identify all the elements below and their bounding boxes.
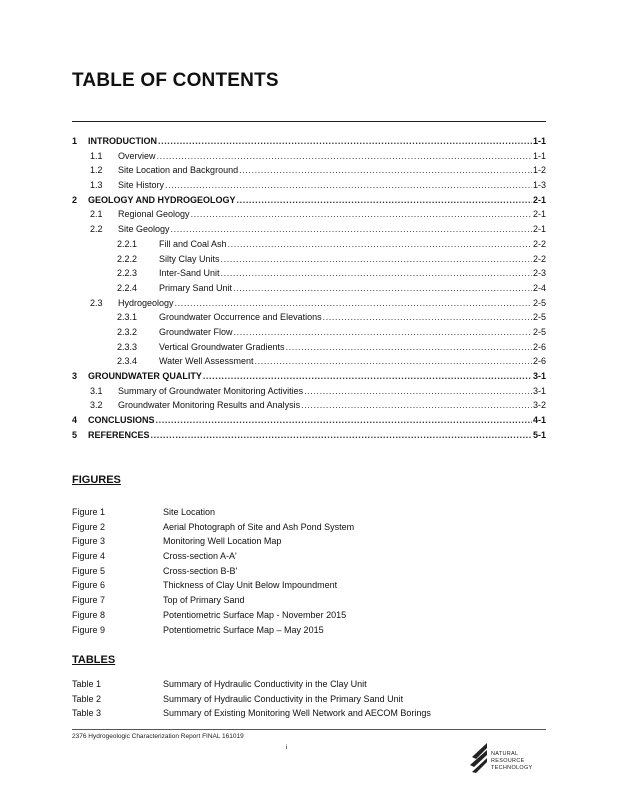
page-title: TABLE OF CONTENTS [72,70,279,91]
toc-entry[interactable] [72,151,546,166]
toc-entry-number: 2.3.4 [117,356,138,367]
toc-entry-label: INTRODUCTION [88,136,157,146]
toc-list [72,136,546,444]
toc-entry-page: 1-2 [532,165,546,176]
tables-list [72,679,431,723]
toc-leader-dots [157,151,532,161]
figure-entry-number: Figure 3 [72,536,106,547]
toc-leader-dots [191,209,532,219]
toc-leader-dots [301,400,532,410]
toc-entry-label: Vertical Groundwater Gradients [159,341,285,352]
figures-heading: FIGURES [72,474,121,486]
toc-entry-page: 2-1 [532,209,546,220]
toc-entry-label: Inter-Sand Unit [159,268,220,279]
toc-entry-page: 2-1 [532,224,546,235]
toc-entry-number: 4 [72,415,78,426]
figures-list [72,507,354,639]
toc-entry-page: 2-2 [532,238,546,249]
toc-entry[interactable] [72,371,546,386]
toc-leader-dots [234,327,532,337]
toc-leader-dots [221,268,532,278]
toc-entry-label: GROUNDWATER QUALITY [88,371,202,381]
toc-entry[interactable] [72,283,546,298]
toc-leader-dots [237,195,532,205]
figure-entry-number: Figure 7 [72,595,106,606]
table-entry-number: Table 3 [72,708,102,719]
figure-entry [72,551,354,566]
toc-entry-page: 2-5 [532,312,546,323]
toc-entry-number: 2.3.3 [117,341,138,352]
toc-entry[interactable] [72,400,546,415]
toc-leader-dots [233,283,532,293]
toc-entry[interactable] [72,180,546,195]
toc-entry[interactable] [72,312,546,327]
toc-entry[interactable] [72,430,546,445]
toc-entry[interactable] [72,342,546,357]
toc-entry-page: 5-1 [532,429,546,440]
toc-entry-label: Groundwater Flow [159,326,233,337]
toc-leader-dots [323,312,532,322]
toc-entry-page: 2-4 [532,282,546,293]
toc-leader-dots [156,415,532,425]
table-entry [72,694,431,709]
toc-entry-number: 2.2.1 [117,238,138,249]
toc-entry-number: 2.1 [90,209,103,220]
toc-entry-page: 2-5 [532,326,546,337]
toc-entry-label: CONCLUSIONS [88,415,155,426]
figure-entry-number: Figure 6 [72,580,106,591]
toc-leader-dots [171,224,532,234]
toc-entry-label: Primary Sand Unit [159,282,233,293]
figure-entry-title: Potentiometric Surface Map – May 2015 [163,624,324,635]
toc-entry-label: Regional Geology [118,209,190,220]
toc-entry-number: 2 [72,194,78,205]
toc-entry-number: 2.3 [90,297,103,308]
toc-leader-dots [221,254,532,264]
figure-entry [72,507,354,522]
toc-entry-page: 1-1 [532,136,546,146]
toc-entry-page: 3-1 [532,385,546,396]
title-divider [72,121,546,122]
toc-entry-label: Hydrogeology [118,297,174,308]
toc-entry-label: Fill and Coal Ash [159,238,227,249]
toc-entry-label: Groundwater Occurrence and Elevations [159,312,322,323]
page-number: i [286,744,288,751]
toc-entry[interactable] [72,356,546,371]
toc-entry-number: 3 [72,371,78,381]
toc-entry-page: 4-1 [532,415,546,426]
figure-entry-title: Site Location [163,507,216,517]
figure-entry [72,536,354,551]
company-logo-text [491,751,533,772]
toc-leader-dots [239,165,532,175]
toc-entry[interactable] [72,165,546,180]
toc-entry-number: 2.3.1 [117,312,138,323]
toc-leader-dots [228,239,532,249]
figure-entry-title: Top of Primary Sand [163,595,245,606]
toc-entry-number: 1 [72,136,78,146]
toc-entry-label: Water Well Assessment [159,356,254,367]
toc-entry-page: 2-3 [532,268,546,279]
table-entry-number: Table 1 [72,679,102,689]
figure-entry [72,625,354,640]
toc-entry-label: Site Geology [118,224,170,235]
table-entry [72,679,431,694]
figure-entry [72,595,354,610]
toc-entry-label: GEOLOGY AND HYDROGEOLOGY [88,194,236,205]
toc-entry-page: 2-6 [532,341,546,352]
toc-entry-number: 2.3.2 [117,326,138,337]
table-entry-title: Summary of Hydraulic Conductivity in the Clay Unit [163,679,367,689]
toc-entry-number: 3.1 [90,385,103,396]
toc-entry-number: 1.3 [90,180,103,191]
toc-leader-dots [151,430,532,440]
toc-entry-number: 2.2.2 [117,253,138,264]
toc-entry-number: 3.2 [90,400,103,411]
tables-heading: TABLES [72,654,116,666]
toc-leader-dots [255,356,532,366]
figure-entry-number: Figure 2 [72,521,106,532]
toc-entry-number: 5 [72,429,78,440]
figure-entry-title: Cross-section A-A' [163,551,237,562]
toc-leader-dots [304,386,532,396]
toc-entry-number: 2.2.4 [117,282,138,293]
footer-divider [72,729,546,730]
toc-entry[interactable] [72,327,546,342]
figure-entry-title: Potentiometric Surface Map - November 2015 [163,609,347,620]
toc-entry[interactable] [72,239,546,254]
toc-entry-page: 3-2 [532,400,546,411]
figure-entry-title: Thickness of Clay Unit Below Impoundment [163,580,338,591]
toc-entry-label: Site History [118,180,165,191]
toc-entry-number: 1.1 [90,150,103,161]
logo-line-3: TECHNOLOGY [491,765,533,771]
toc-entry[interactable] [72,224,546,239]
figure-entry-number: Figure 4 [72,551,106,562]
toc-entry-page: 1-3 [532,180,546,191]
toc-entry-label: Overview [118,150,156,161]
toc-leader-dots [165,180,532,190]
toc-entry[interactable] [72,195,546,210]
table-entry [72,708,431,723]
figure-entry [72,610,354,625]
toc-entry[interactable] [72,209,546,224]
toc-leader-dots [286,342,532,352]
toc-entry-label: REFERENCES [88,429,150,440]
figure-entry [72,522,354,537]
figure-entry-title: Monitoring Well Location Map [163,536,282,547]
toc-entry[interactable] [72,386,546,401]
figure-entry [72,566,354,581]
toc-entry-page: 3-1 [532,371,546,381]
table-entry-title: Summary of Existing Monitoring Well Network and AECOM Borings [163,708,431,719]
table-entry-title: Summary of Hydraulic Conductivity in the Primary Sand Unit [163,693,404,704]
toc-entry-label: Silty Clay Units [159,253,220,264]
toc-entry[interactable] [72,254,546,269]
toc-entry-label: Groundwater Monitoring Results and Analysis [118,400,301,411]
toc-entry[interactable] [72,415,546,430]
toc-leader-dots [158,136,532,146]
toc-entry-page: 2-5 [532,297,546,308]
toc-entry-number: 2.2 [90,224,103,235]
toc-leader-dots [175,298,532,308]
toc-entry-page: 2-1 [532,194,546,205]
toc-entry-page: 2-2 [532,253,546,264]
figure-entry [72,580,354,595]
figure-entry-number: Figure 8 [72,609,106,620]
toc-entry-number: 2.2.3 [117,268,138,279]
figure-entry-number: Figure 5 [72,565,106,576]
toc-entry-page: 2-6 [532,356,546,367]
toc-entry-number: 1.2 [90,165,103,176]
toc-entry-label: Site Location and Background [118,165,239,176]
figure-entry-number: Figure 9 [72,624,106,635]
logo-line-1: NATURAL [491,751,519,757]
toc-leader-dots [203,371,532,381]
toc-entry-page: 1-1 [532,150,546,161]
toc-entry-label: Summary of Groundwater Monitoring Activities [118,385,304,396]
logo-line-2: RESOURCE [491,758,525,764]
footer-report-name: 2376 Hydrogeologic Characterization Report FINAL 161019 [72,733,244,740]
figure-entry-number: Figure 1 [72,507,106,517]
toc-entry[interactable] [72,298,546,313]
toc-entry[interactable] [72,268,546,283]
figure-entry-title: Aerial Photograph of Site and Ash Pond System [163,521,355,532]
toc-entry[interactable] [72,136,546,151]
figure-entry-title: Cross-section B-B' [163,565,238,576]
table-entry-number: Table 2 [72,693,102,704]
